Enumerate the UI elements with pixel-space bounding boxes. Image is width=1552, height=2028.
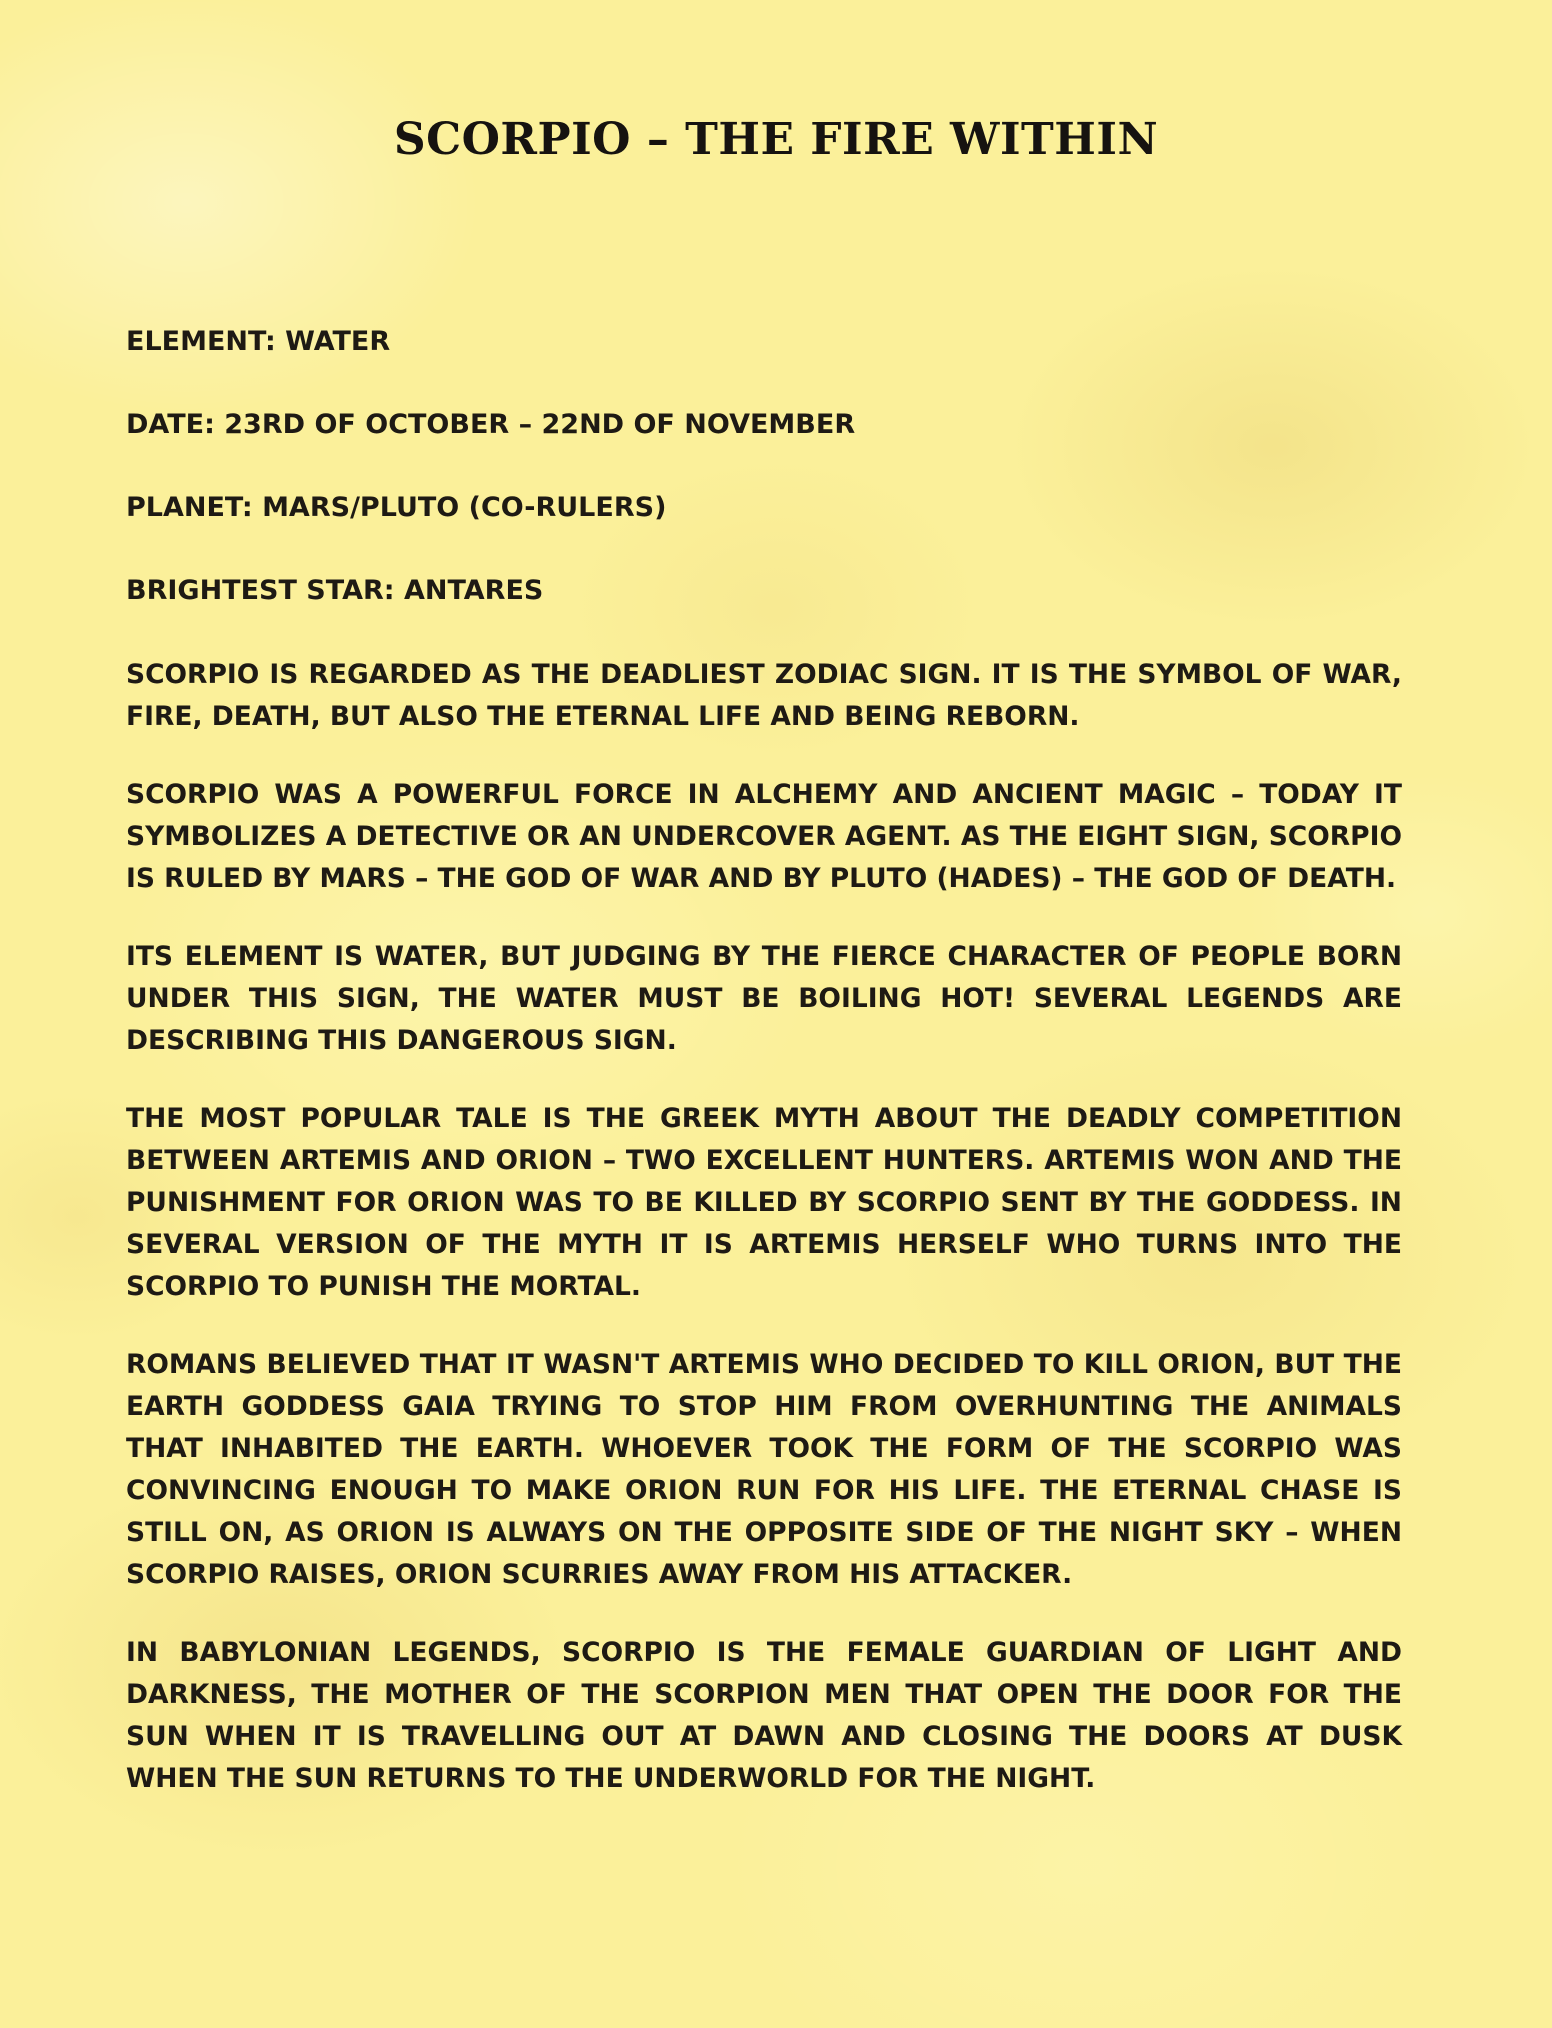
fact-date: DATE: 23RD OF OCTOBER – 22ND OF NOVEMBER	[126, 409, 856, 440]
paragraph-alchemy: SCORPIO WAS A POWERFUL FORCE IN ALCHEMY AND ANCIENT MAGIC – TODAY IT SYMBOLIZES A DETECTIVE OR AN UNDERCOVER AGENT. AS THE EIGHT SIGN, SCORPIO IS RULED BY MARS – THE GOD OF WAR AND BY PLUTO (HADES) – THE GOD OF DEATH.	[126, 779, 1402, 894]
paragraph-babylonian-legend: IN BABYLONIAN LEGENDS, SCORPIO IS THE FEMALE GUARDIAN OF LIGHT AND DARKNESS, THE MOTHER OF THE SCORPION MEN THAT OPEN THE DOOR FOR THE SUN WHEN IT IS TRAVELLING OUT AT DAWN AND CLOSING THE DOORS AT DUSK WHEN THE SUN RETURNS TO THE UNDERWORLD FOR THE NIGHT.	[126, 1637, 1402, 1794]
paragraph-greek-myth: THE MOST POPULAR TALE IS THE GREEK MYTH ABOUT THE DEADLY COMPETITION BETWEEN ARTEMIS AND ORION – TWO EXCELLENT HUNTERS. ARTEMIS WON AND THE PUNISHMENT FOR ORION WAS TO BE KILLED BY SCORPIO SENT BY THE GODDESS. IN SEVERAL VERSION OF THE MYTH IT IS ARTEMIS HERSELF WHO TURNS INTO THE SCORPIO TO PUNISH THE MORTAL.	[126, 1103, 1402, 1302]
fact-element: ELEMENT: WATER	[126, 326, 391, 357]
fact-brightest-star: BRIGHTEST STAR: ANTARES	[126, 575, 544, 606]
paragraph-roman-myth: ROMANS BELIEVED THAT IT WASN'T ARTEMIS WHO DECIDED TO KILL ORION, BUT THE EARTH GODDESS GAIA TRYING TO STOP HIM FROM OVERHUNTING THE ANIMALS THAT INHABITED THE EARTH. WHOEVER TOOK THE FORM OF THE SCORPIO WAS CONVINCING ENOUGH TO MAKE ORION RUN FOR HIS LIFE. THE ETERNAL CHASE IS STILL ON, AS ORION IS ALWAYS ON THE OPPOSITE SIDE OF THE NIGHT SKY – WHEN SCORPIO RAISES, ORION SCURRIES AWAY FROM HIS ATTACKER.	[126, 1349, 1402, 1590]
paragraph-intro: SCORPIO IS REGARDED AS THE DEADLIEST ZODIAC SIGN. IT IS THE SYMBOL OF WAR, FIRE, DEATH, BUT ALSO THE ETERNAL LIFE AND BEING REBORN.	[126, 659, 1402, 732]
paragraph-element: ITS ELEMENT IS WATER, BUT JUDGING BY THE FIERCE CHARACTER OF PEOPLE BORN UNDER THIS SIGN, THE WATER MUST BE BOILING HOT! SEVERAL LEGENDS ARE DESCRIBING THIS DANGEROUS SIGN.	[126, 941, 1402, 1056]
page-title: SCORPIO – THE FIRE WITHIN	[393, 114, 1159, 165]
fact-planet: PLANET: MARS/PLUTO (CO-RULERS)	[126, 492, 667, 523]
document-body	[126, 322, 1402, 1836]
